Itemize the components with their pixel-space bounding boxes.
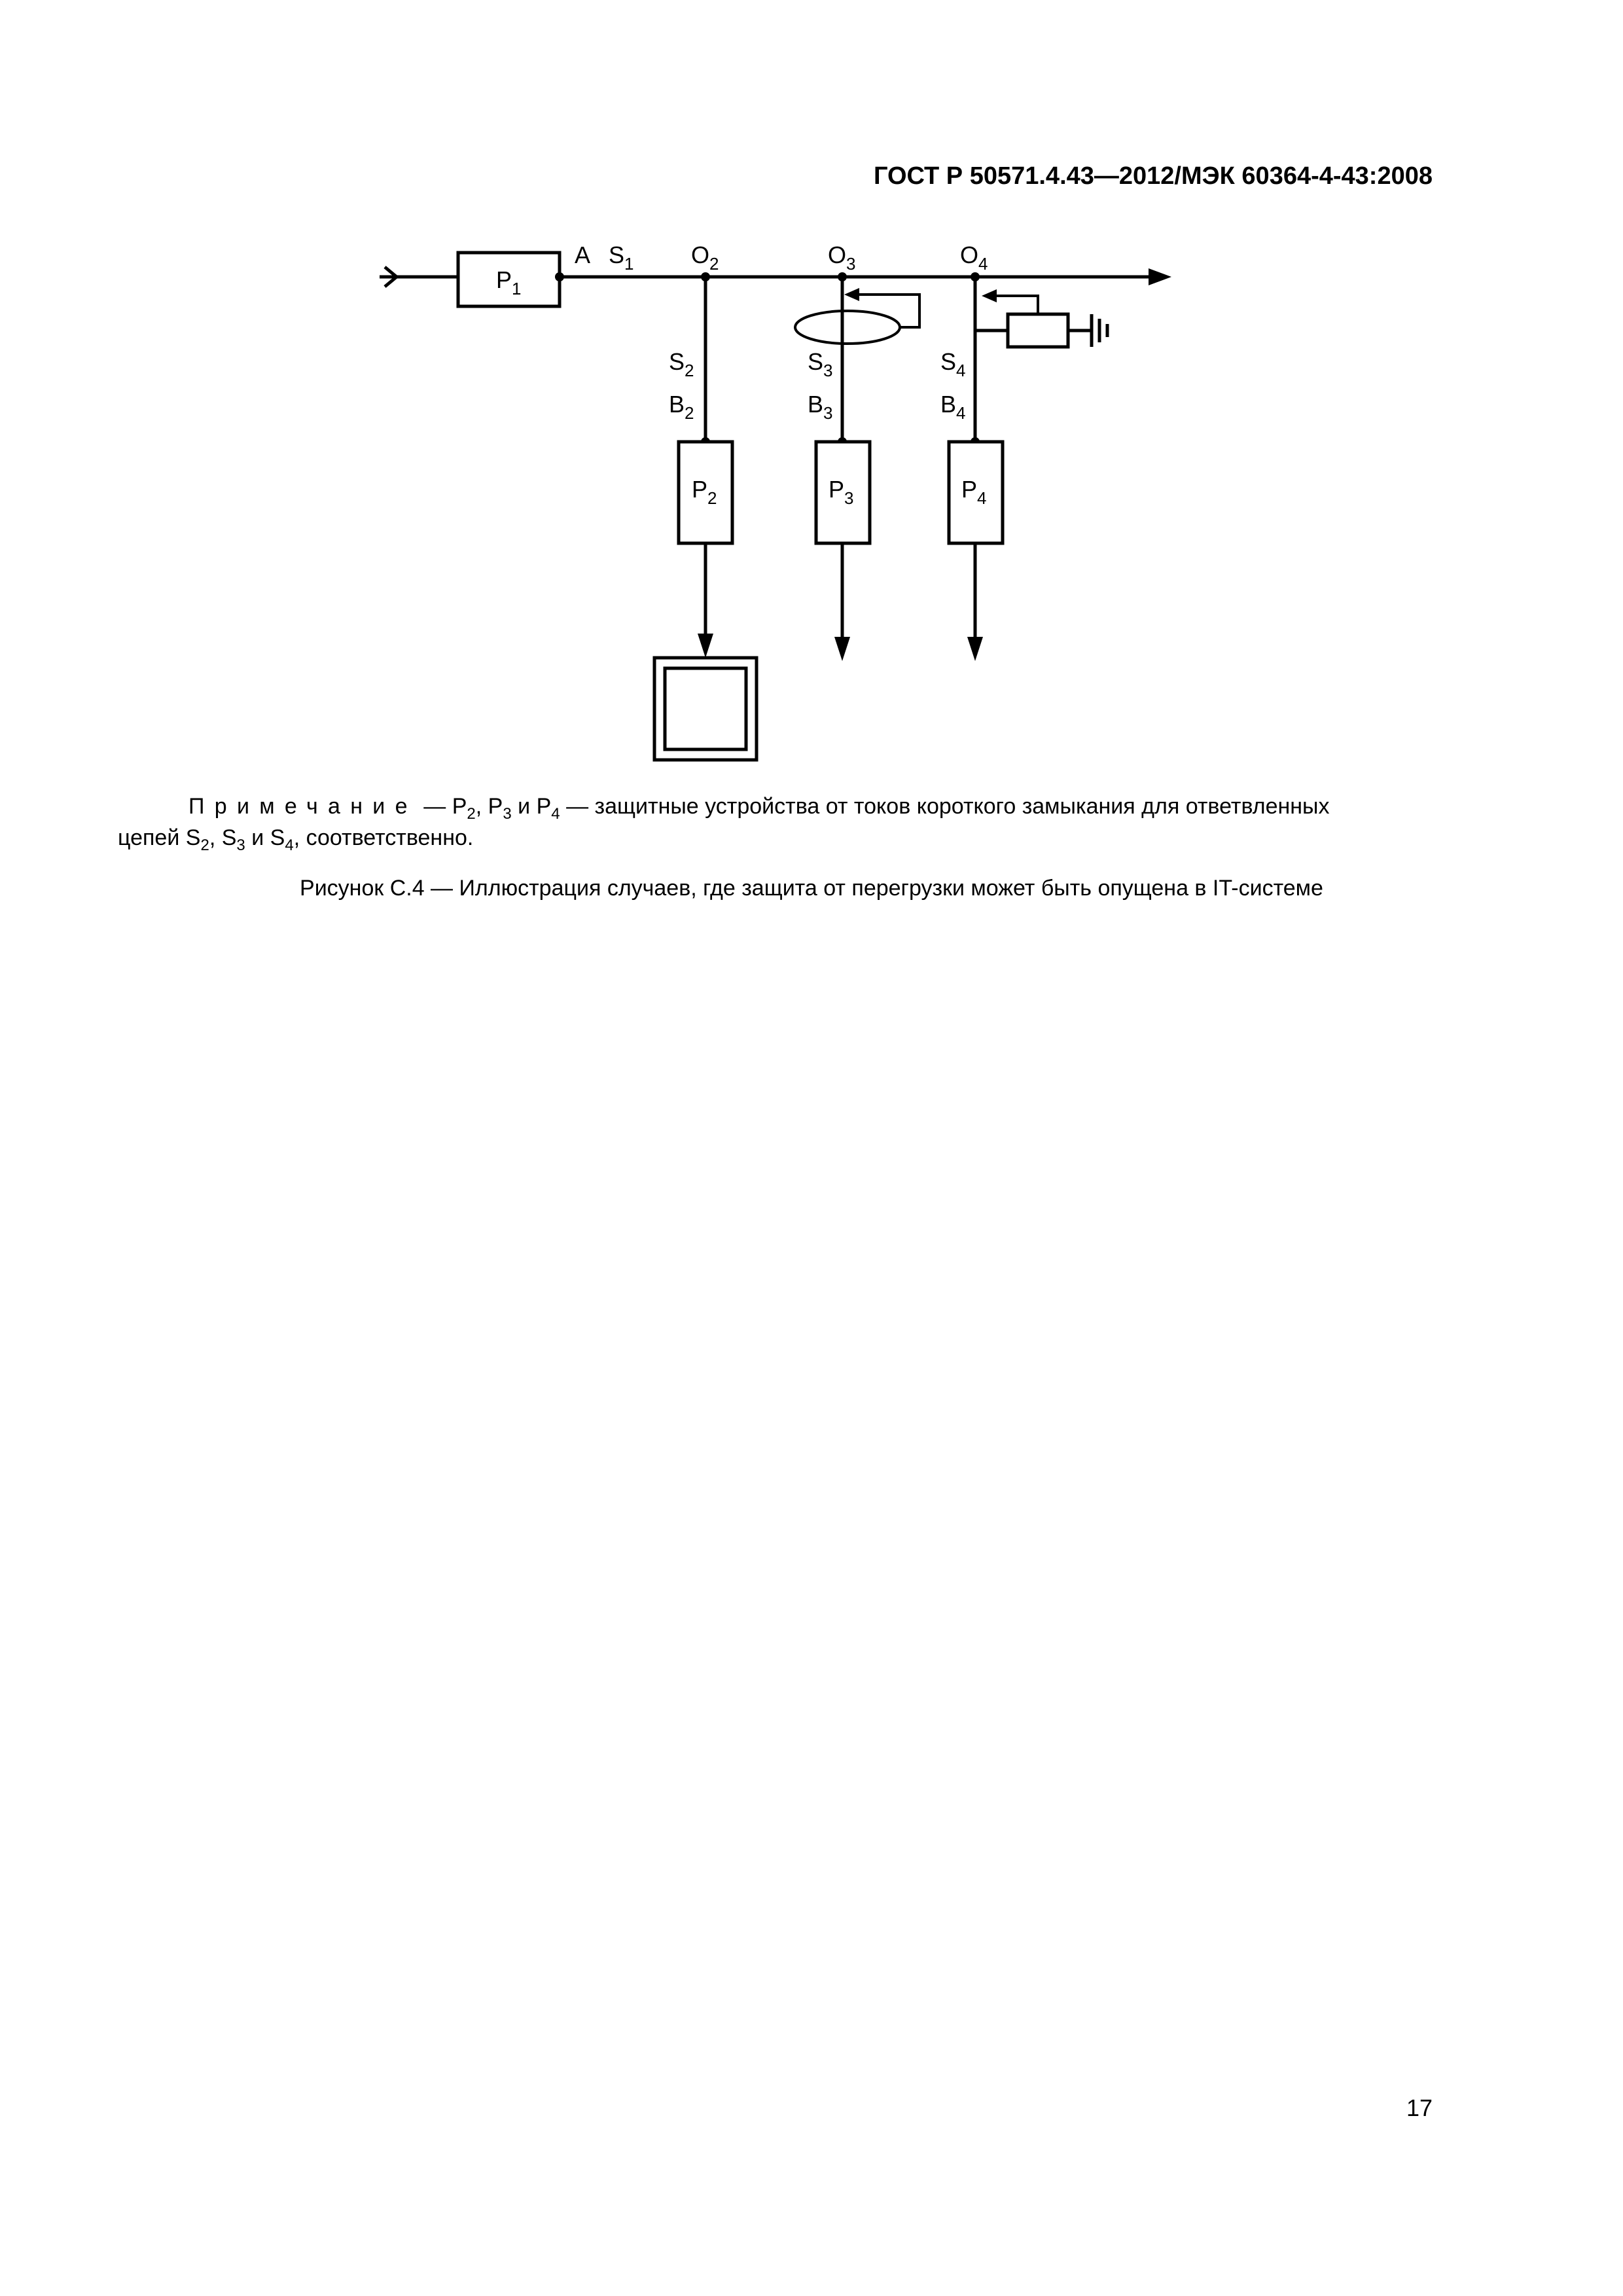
branch-s3-label: $S_3$ <box>808 348 833 380</box>
down-arrow-icon <box>698 634 713 658</box>
device-p2-label: $P_2$ <box>692 476 717 508</box>
figure-note <box>118 791 1433 853</box>
branch-b2-label: $B_2$ <box>669 391 694 423</box>
branch-4 <box>949 277 1107 661</box>
point-a-label: A <box>575 242 591 268</box>
load-equipment-outer <box>654 658 757 760</box>
document-header: ГОСТ Р 50571.4.43—2012/МЭК 60364-4-43:2008 <box>873 162 1433 190</box>
figure-caption: Рисунок С.4 — Иллюстрация случаев, где защита от перегрузки может быть опущена в IT-системе <box>300 876 1323 901</box>
monitoring-device-box <box>1008 314 1068 347</box>
node-a-dot <box>555 272 564 281</box>
down-arrow-icon <box>834 637 850 661</box>
note-line-2: цепей $S_2$, $S_3$ и $S_4$, соответственно. <box>118 825 474 854</box>
branch-b4-label: $B_4$ <box>940 391 966 423</box>
branch-b3-label: $B_3$ <box>808 391 833 423</box>
down-arrow-icon <box>967 637 983 661</box>
device-p1-label: $P_1$ <box>496 266 522 298</box>
load-equipment-inner <box>665 668 746 749</box>
device-p4-label: $P_4$ <box>961 476 987 508</box>
section-s1-label: $S_1$ <box>609 242 634 274</box>
output-arrow-icon <box>1149 268 1171 285</box>
node-o3-label: $O_3$ <box>828 242 856 274</box>
device-p3-label: $P_3$ <box>829 476 854 508</box>
branch-s4-label: $S_4$ <box>940 348 966 380</box>
current-sensor-ring <box>795 311 900 344</box>
node-o2-label: $O_2$ <box>691 242 719 274</box>
circuit-diagram <box>0 0 1623 785</box>
note-line-1: Примечание — $P_2$, $P_3$ и $P_4$ — защитные устройства от токов короткого замыкания для ответвленных <box>188 794 1330 823</box>
node-o4-label: $O_4$ <box>960 242 988 274</box>
branch-3 <box>795 277 919 661</box>
page-number: 17 <box>1406 2094 1433 2121</box>
note-label: Примечание <box>188 794 418 819</box>
branch-s2-label: $S_2$ <box>669 348 694 380</box>
